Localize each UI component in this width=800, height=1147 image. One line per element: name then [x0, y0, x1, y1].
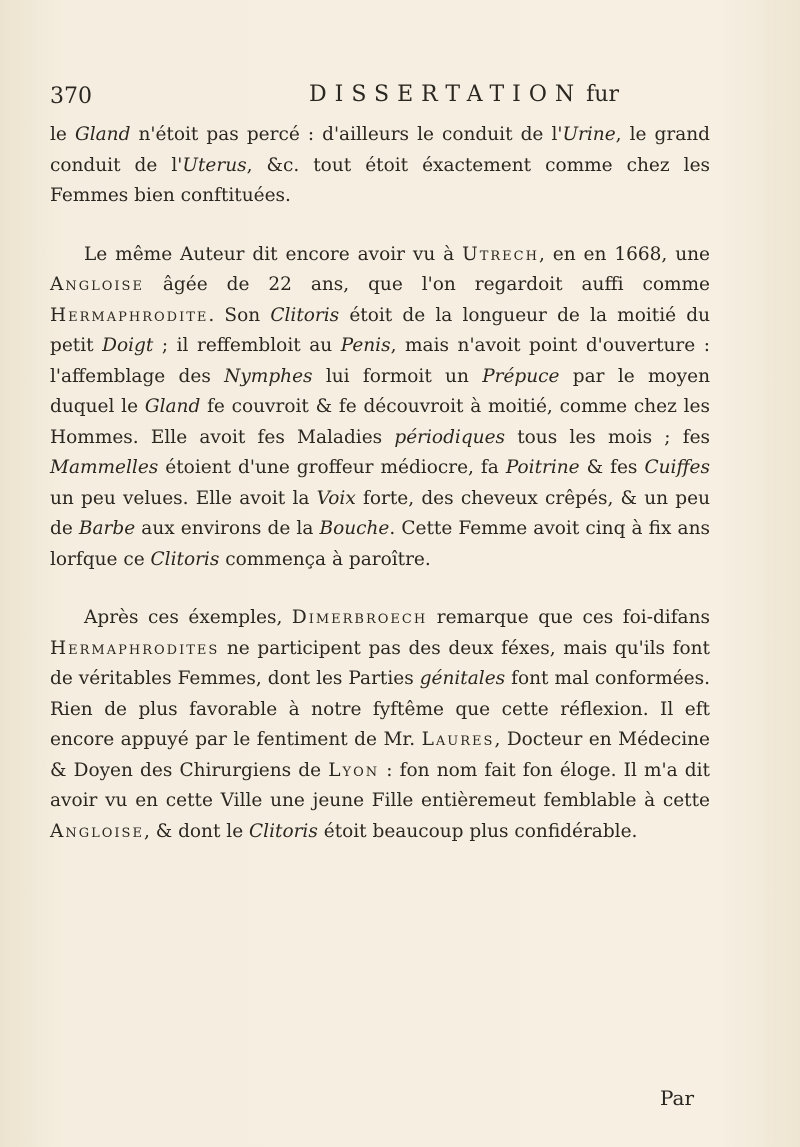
italic-term: périodiques	[394, 426, 506, 448]
small-caps-name: Angloise	[50, 820, 144, 842]
italic-term: Clitoris	[249, 820, 318, 842]
text-run: étoit de la longueur de la moitié du petit	[50, 304, 710, 356]
text-run: , en en 1668, une	[538, 243, 710, 265]
italic-term: Voix	[316, 487, 356, 509]
text-run: n'étoit pas percé : d'ailleurs le conduit de l'	[130, 124, 563, 145]
text-run: aux environs de la	[135, 518, 320, 539]
text-run: , le grand conduit de l'	[50, 124, 711, 176]
text-run: remarque que ces foi-difans	[427, 607, 710, 628]
text-run: forte, des cheveux crêpés, & un peu de	[50, 487, 710, 539]
small-caps-name: Lyon	[328, 759, 380, 781]
text-run: : fon nom fait fon éloge. Il m'a dit avoir vu en cette Ville une jeune Fille entièremeut femblable à cette	[50, 759, 710, 811]
catchword: Par	[660, 1086, 695, 1110]
text-run: , & dont le	[143, 820, 250, 842]
text-run: , &c. tout étoit éxactement comme chez les Femmes bien conftituées.	[50, 154, 711, 206]
small-caps-name: Hermaphrodite	[50, 304, 209, 326]
page-body	[50, 120, 710, 847]
text-run: , Docteur en Médecine & Doyen des Chirurgiens de	[50, 729, 710, 781]
italic-term: Barbe	[78, 518, 136, 539]
italic-term: Cuiffes	[644, 457, 710, 478]
text-run: , mais n'avoit point d'ouverture : l'affemblage des	[50, 335, 710, 387]
italic-term: Prépuce	[482, 365, 560, 387]
text-run: ne participent pas des deux féxes, mais qu'ils font de véritables Femmes, dont les Parties	[50, 637, 710, 689]
text-run: tous les mois ; fes	[505, 426, 711, 448]
running-title-main: DISSERTATION	[309, 82, 583, 107]
italic-term: Doigt	[102, 335, 154, 356]
small-caps-name: Utrech	[462, 243, 539, 265]
italic-term: Bouche	[319, 518, 390, 539]
text-run: . Son	[208, 304, 271, 326]
italic-term: Penis	[340, 335, 391, 356]
text-run: commença à paroître.	[219, 548, 431, 570]
text-run: le	[50, 124, 75, 145]
text-run: par le moyen duquel le	[50, 365, 710, 417]
text-run: un peu velues. Elle avoit la	[50, 487, 317, 509]
text-run: Le même Auteur dit encore avoir vu à	[84, 243, 463, 265]
paragraph	[50, 240, 710, 576]
text-run: âgée de 22 ans, que l'on regardoit auffi comme	[143, 274, 710, 295]
italic-term: Nymphes	[224, 365, 313, 387]
text-run: . Cette Femme avoit cinq à fix ans lorfque ce	[50, 518, 710, 570]
italic-term: Poitrine	[505, 457, 580, 478]
paragraph	[50, 120, 710, 212]
running-title	[309, 82, 619, 107]
small-caps-name: Dimerbroech	[291, 607, 428, 628]
italic-term: Mammelles	[50, 457, 159, 478]
text-run: & fes	[579, 457, 645, 478]
small-caps-name: Hermaphrodites	[50, 637, 220, 659]
text-run: font mal conformées. Rien de plus favorable à notre fyftême que cette réflexion. Il eft encore appuyé par le fentiment de Mr.	[50, 668, 710, 750]
running-title-sur: fur	[586, 82, 619, 107]
text-run: étoient d'une groffeur médiocre, fa	[158, 457, 506, 478]
italic-term: Urine	[562, 124, 616, 145]
italic-term: génitales	[419, 668, 506, 689]
text-run: fe couvroit & fe découvroit à moitié, comme chez les Hommes. Elle avoit fes Maladies	[50, 396, 710, 448]
text-run: lui formoit un	[312, 365, 483, 387]
small-caps-name: Angloise	[50, 274, 144, 295]
italic-term: Uterus	[182, 154, 247, 176]
text-run: ; il reffembloit au	[153, 335, 341, 356]
text-run: Après ces éxemples,	[84, 607, 292, 628]
page-header	[50, 78, 750, 118]
small-caps-name: Laures	[421, 729, 495, 750]
italic-term: Clitoris	[270, 304, 340, 326]
italic-term: Gland	[144, 396, 201, 417]
italic-term: Gland	[74, 124, 131, 145]
page-number: 370	[50, 84, 92, 109]
paragraph	[50, 603, 710, 847]
text-run: étoit beaucoup plus confidérable.	[317, 820, 638, 842]
italic-term: Clitoris	[150, 548, 220, 570]
